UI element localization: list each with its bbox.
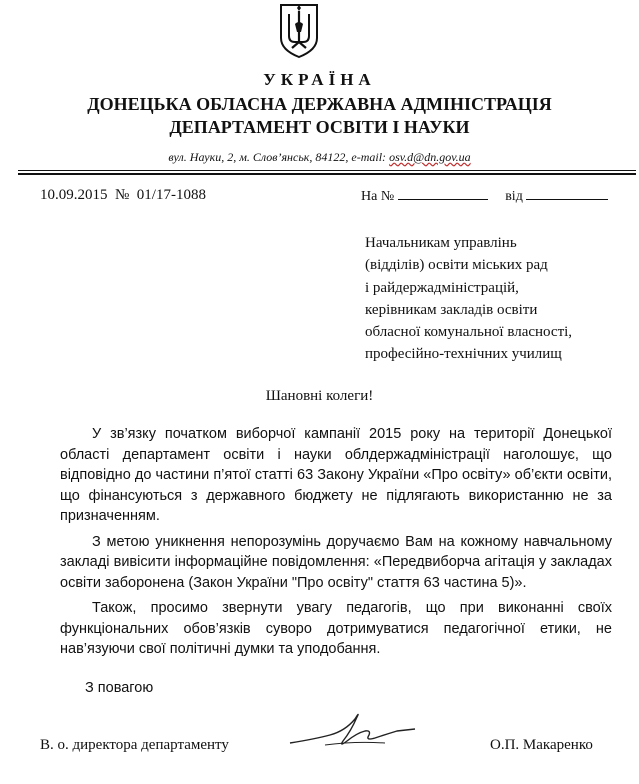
addressee-line: (відділів) освіти міських рад bbox=[365, 257, 548, 274]
addressee-line: професійно-технічних училищ bbox=[365, 346, 562, 363]
country-heading: УКРАЇНА bbox=[263, 70, 376, 89]
body-paragraph: З метою уникнення непорозумінь доручаємо Вам на кожному навчальному закладі вивісити інформаційне повідомлення: «Передвиборча агітація у закладах освіти заборонена (Закон України "Про освіту" стаття 63 частина 5)». bbox=[60, 533, 612, 591]
closing: З повагою bbox=[85, 680, 154, 696]
incoming-date-label: від bbox=[505, 189, 523, 204]
body-paragraph: У зв’язку початком виборчої кампанії 2015 року на території Донецької області департамент освіти і науки облдержадміністрації наголошує, що відповідно до частини п’ятої статті 63 Закону України «Про освіту» об’єкти освіти, що фінансуються з державного бюджету не підлягають використанню не за призначенням. bbox=[60, 426, 612, 524]
administration-heading: ДОНЕЦЬКА ОБЛАСНА ДЕРЖАВНА АДМІНІСТРАЦІЯ bbox=[87, 94, 552, 114]
addressee-line: Начальникам управлінь bbox=[365, 235, 517, 251]
signatory-name: О.П. Макаренко bbox=[490, 737, 593, 753]
letter-body bbox=[60, 424, 612, 660]
signatory-title: В. о. директора департаменту bbox=[40, 737, 229, 753]
outgoing-registration: 10.09.2015 № 01/17-1088 bbox=[40, 187, 206, 203]
trident-emblem-icon bbox=[278, 2, 320, 60]
department-heading: ДЕПАРТАМЕНТ ОСВІТИ І НАУКИ bbox=[169, 117, 470, 137]
incoming-registration bbox=[361, 187, 608, 205]
incoming-number-blank bbox=[398, 187, 488, 200]
addressee-line: і райдержадміністрацій, bbox=[365, 279, 519, 296]
body-paragraph: Також, просимо звернути увагу педагогів, що при виконанні своїх функціональних обов’язків суворо дотримуватися педагогічної етики, не нав’язуючи свої політичні думки та уподобання. bbox=[60, 600, 612, 657]
header-divider bbox=[18, 170, 636, 171]
incoming-number-label: На № bbox=[361, 189, 395, 204]
addressee-line: керівникам закладів освіти bbox=[365, 301, 538, 318]
addressee-block bbox=[365, 232, 625, 366]
incoming-date-blank bbox=[526, 187, 608, 200]
addressee-line: обласної комунальної власності, bbox=[365, 324, 573, 341]
header-divider-thick bbox=[18, 173, 636, 175]
letterhead-address bbox=[0, 150, 639, 165]
greeting: Шановні колеги! bbox=[265, 388, 374, 404]
handwritten-signature-icon bbox=[285, 705, 420, 755]
email-link[interactable]: osv.d@dn.gov.ua bbox=[389, 150, 471, 164]
address-text: вул. Науки, 2, м. Слов’янськ, 84122, e-mail: bbox=[168, 150, 390, 164]
